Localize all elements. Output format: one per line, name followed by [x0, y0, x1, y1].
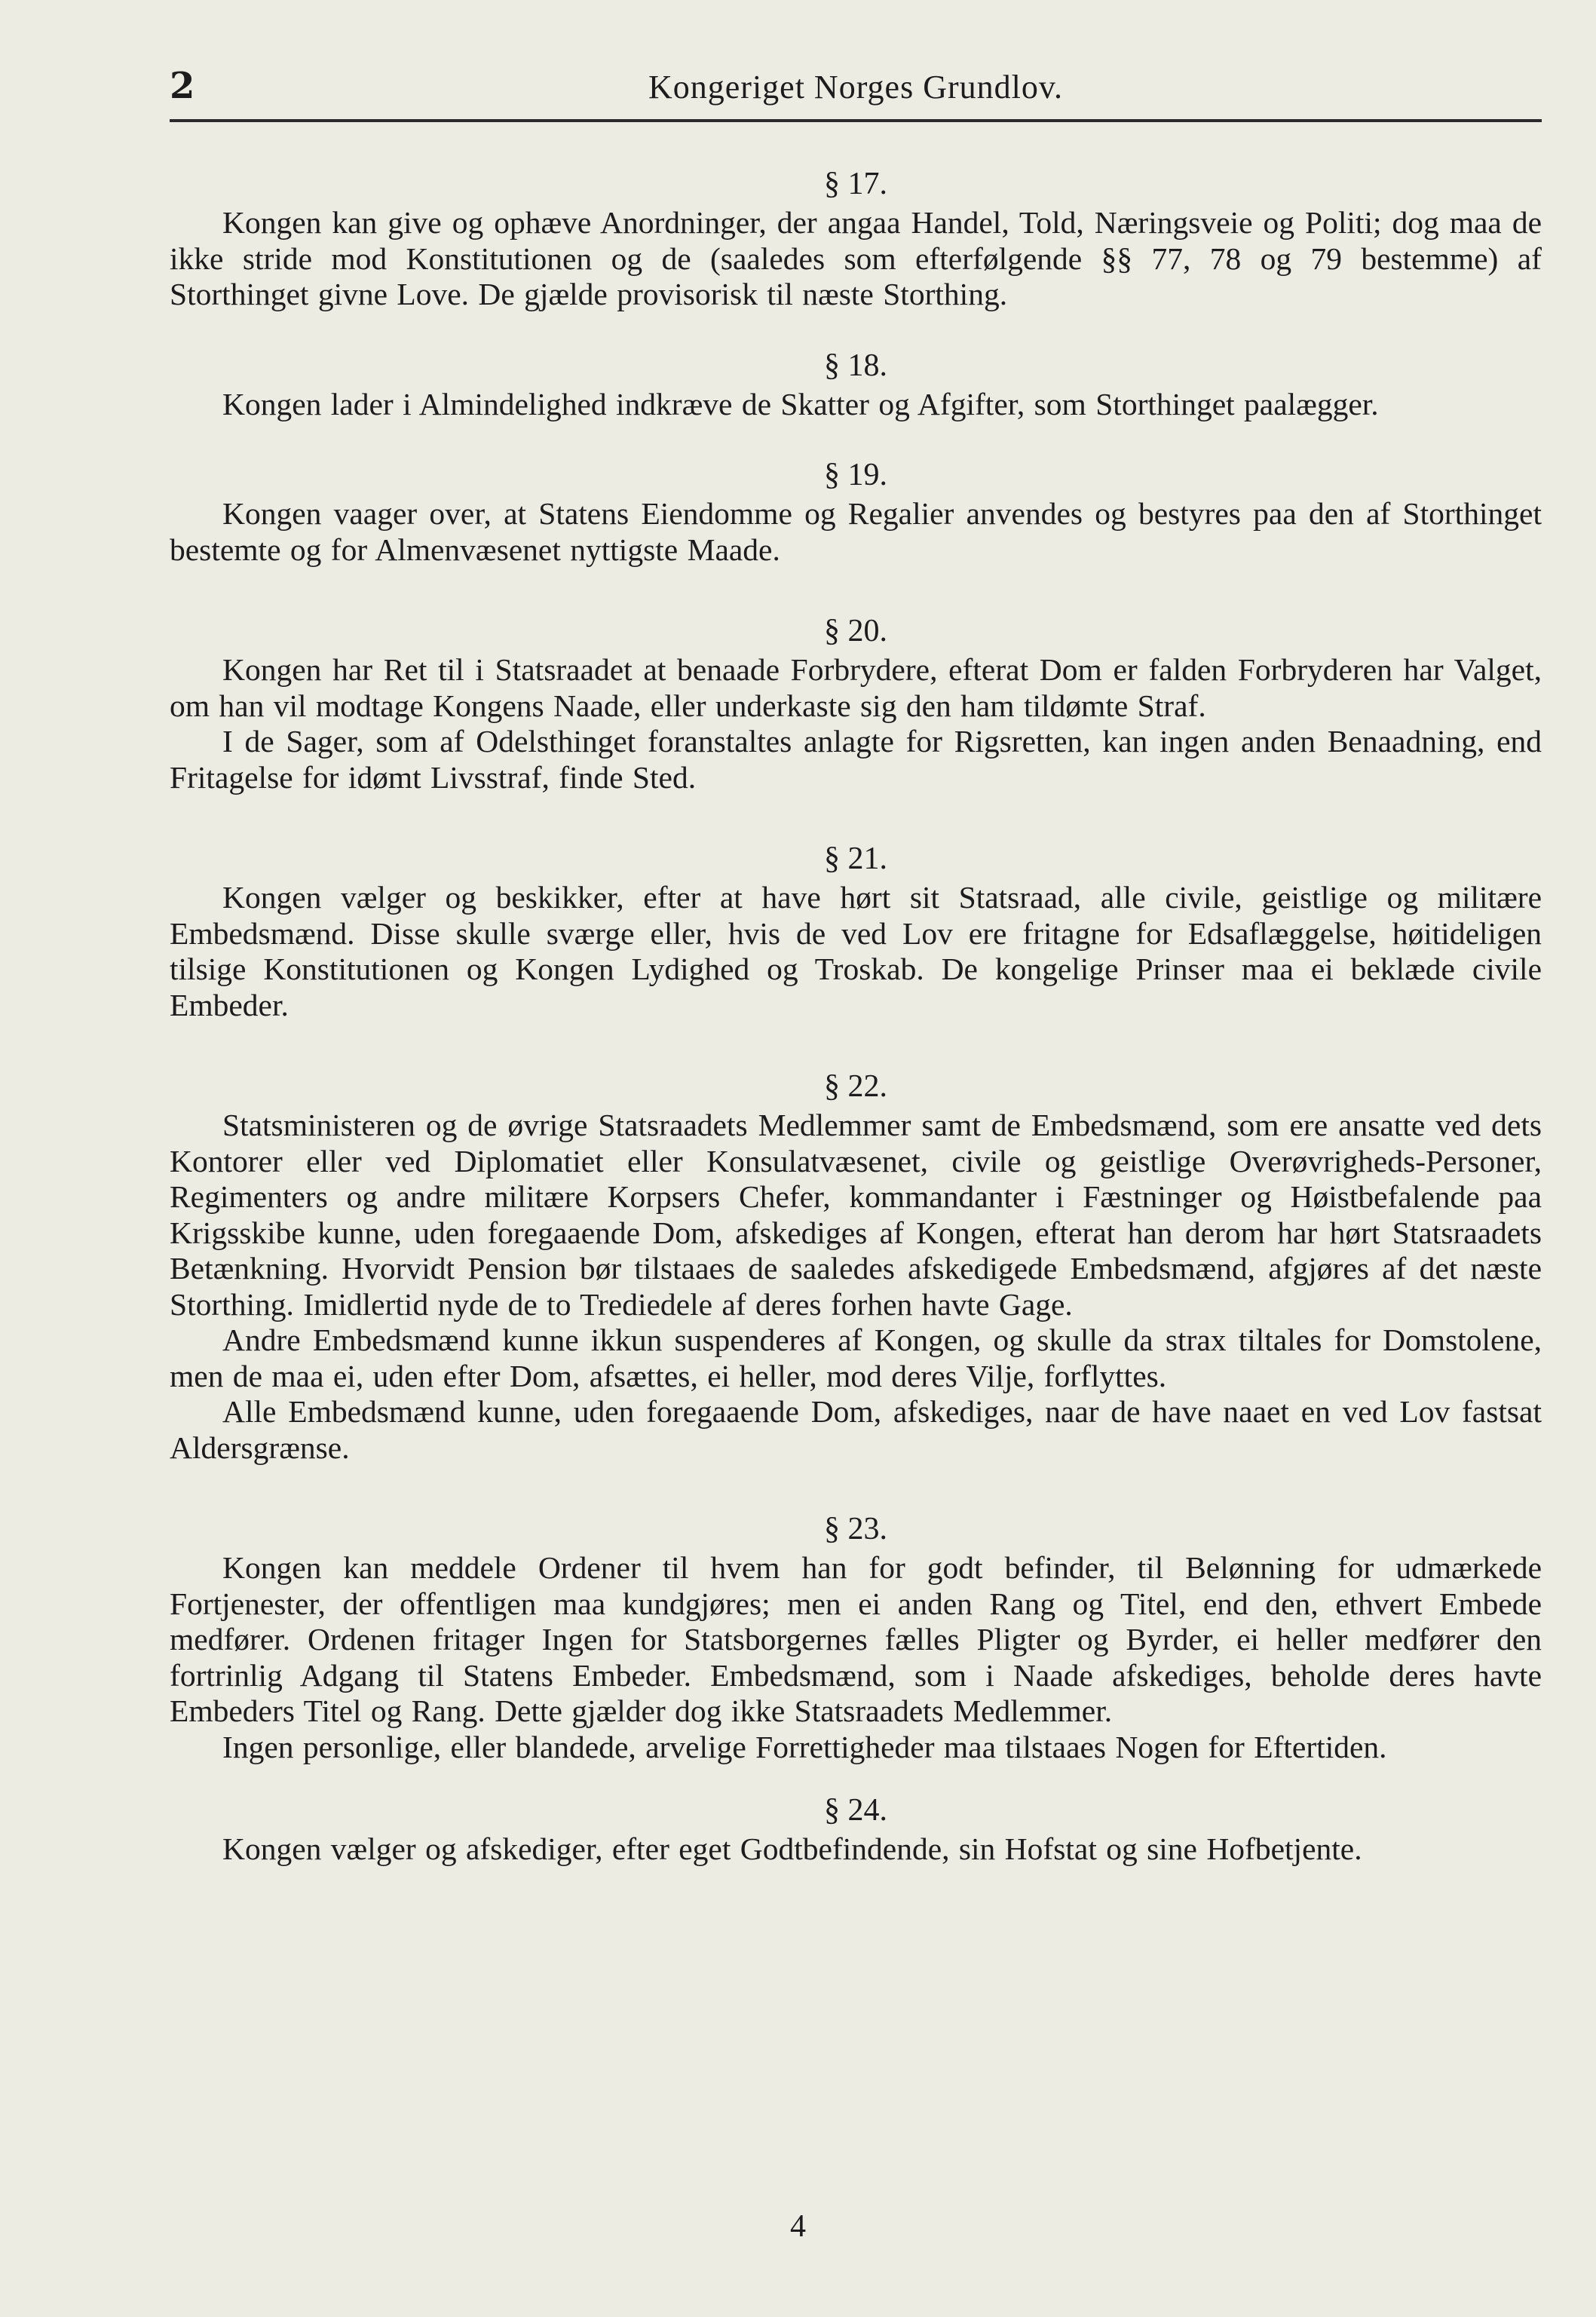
paragraph: I de Sager, som af Odelsthinget foranstaltes anlagte for Rigsretten, kan ingen anden Benaadning, end Fritagelse for idømt Livsstraf, finde Sted.	[170, 724, 1542, 795]
page-number: 2	[170, 65, 195, 107]
section-heading: § 22.	[824, 1069, 887, 1104]
section-22	[170, 1068, 1542, 1466]
paragraph: Kongen vælger og beskikker, efter at have hørt sit Statsraad, alle civile, geistlige og militære Embedsmænd. Disse skulle sværge eller, hvis de ved Lov ere fritagne for Edsaflæggelse, høitideligen tilsige Konstitutionen og Kongen Lydighed og Troskab. De kongelige Prinser maa ei beklæde civile Embeder.	[170, 880, 1542, 1022]
section-heading: § 21.	[824, 841, 887, 876]
section-heading: § 20.	[824, 614, 887, 648]
section-heading: § 23.	[824, 1512, 887, 1546]
section-24	[170, 1792, 1542, 1868]
section-heading: § 24.	[824, 1793, 887, 1828]
header-rule	[170, 119, 1542, 122]
paragraph: Kongen vaager over, at Statens Eiendomme og Regalier anvendes og bestyres paa den af Storthinget bestemte og for Almenvæsenet nyttigste Maade.	[170, 496, 1542, 567]
section-20	[170, 613, 1542, 795]
section-17	[170, 166, 1542, 313]
section-21	[170, 841, 1542, 1023]
signature-mark: 4	[790, 2209, 806, 2244]
running-title: Kongeriget Norges Grundlov.	[648, 69, 1063, 106]
paragraph: Andre Embedsmænd kunne ikkun suspenderes af Kongen, og skulle da strax tiltales for Domstolene, men de maa ei, uden efter Dom, afsættes, ei heller, mod deres Vilje, forflyttes.	[170, 1322, 1542, 1393]
main-text	[170, 166, 1542, 1868]
paragraph: Kongen lader i Almindelighed indkræve de Skatter og Afgifter, som Storthinget paalægger.	[222, 386, 1379, 421]
paragraph: Kongen vælger og afskediger, efter eget Godtbefindende, sin Hofstat og sine Hofbetjente.	[222, 1831, 1362, 1866]
paragraph: Statsministeren og de øvrige Statsraadets Medlemmer samt de Embedsmænd, som ere ansatte ved dets Kontorer eller ved Diplomatiet eller Konsulatvæsenet, civile og geistlige Overøvrigheds-Personer, Regimenters og andre militære Korpsers Chefer, kommandanter i Fæstninger og Høistbefalende paa Krigsskibe kunne, uden foregaaende Dom, afskediges af Kongen, efterat han derom har hørt Statsraadets Betænkning. Hvorvidt Pension bør tilstaaes de saaledes afskedigede Embedsmænd, afgjøres af det næste Storthing. Imidlertid nyde de to Trediedele af deres forhen havte Gage.	[170, 1108, 1542, 1322]
paragraph: Kongen kan give og ophæve Anordninger, der angaa Handel, Told, Næringsveie og Politi; dog maa de ikke stride mod Konstitutionen og de (saaledes som efterfølgende §§ 77, 78 og 79 bestemme) af Storthinget givne Love. De gjælde provisorisk til næste Storthing.	[170, 205, 1542, 311]
paragraph: Ingen personlige, eller blandede, arvelige Forrettigheder maa tilstaaes Nogen for Eftertiden.	[222, 1729, 1387, 1764]
paragraph: Kongen har Ret til i Statsraadet at benaade Forbrydere, efterat Dom er falden Forbryderen har Valget, om han vil modtage Kongens Naade, eller underkaste sig den ham tildømte Straf.	[170, 652, 1542, 723]
document-page	[170, 60, 1542, 1866]
section-heading: § 19.	[824, 458, 887, 492]
page-header	[170, 60, 1542, 121]
section-18	[170, 348, 1542, 423]
section-heading: § 18.	[824, 348, 887, 383]
section-heading: § 17.	[824, 167, 887, 201]
paragraph: Alle Embedsmænd kunne, uden foregaaende Dom, afskediges, naar de have naaet en ved Lov fastsat Aldersgrænse.	[170, 1394, 1542, 1465]
paragraph: Kongen kan meddele Ordener til hvem han for godt befinder, til Belønning for udmærkede Fortjenester, der offentligen maa kundgjøres; men ei anden Rang og Titel, end den, ethvert Embede medfører. Ordenen fritager Ingen for Statsborgernes fælles Pligter og Byrder, ei heller medfører den fortrinlig Adgang til Statens Embeder. Embedsmænd, som i Naade afskediges, beholde deres havte Embeders Titel og Rang. Dette gjælder dog ikke Statsraadets Medlemmer.	[170, 1550, 1542, 1728]
section-19	[170, 457, 1542, 568]
section-23	[170, 1511, 1542, 1765]
